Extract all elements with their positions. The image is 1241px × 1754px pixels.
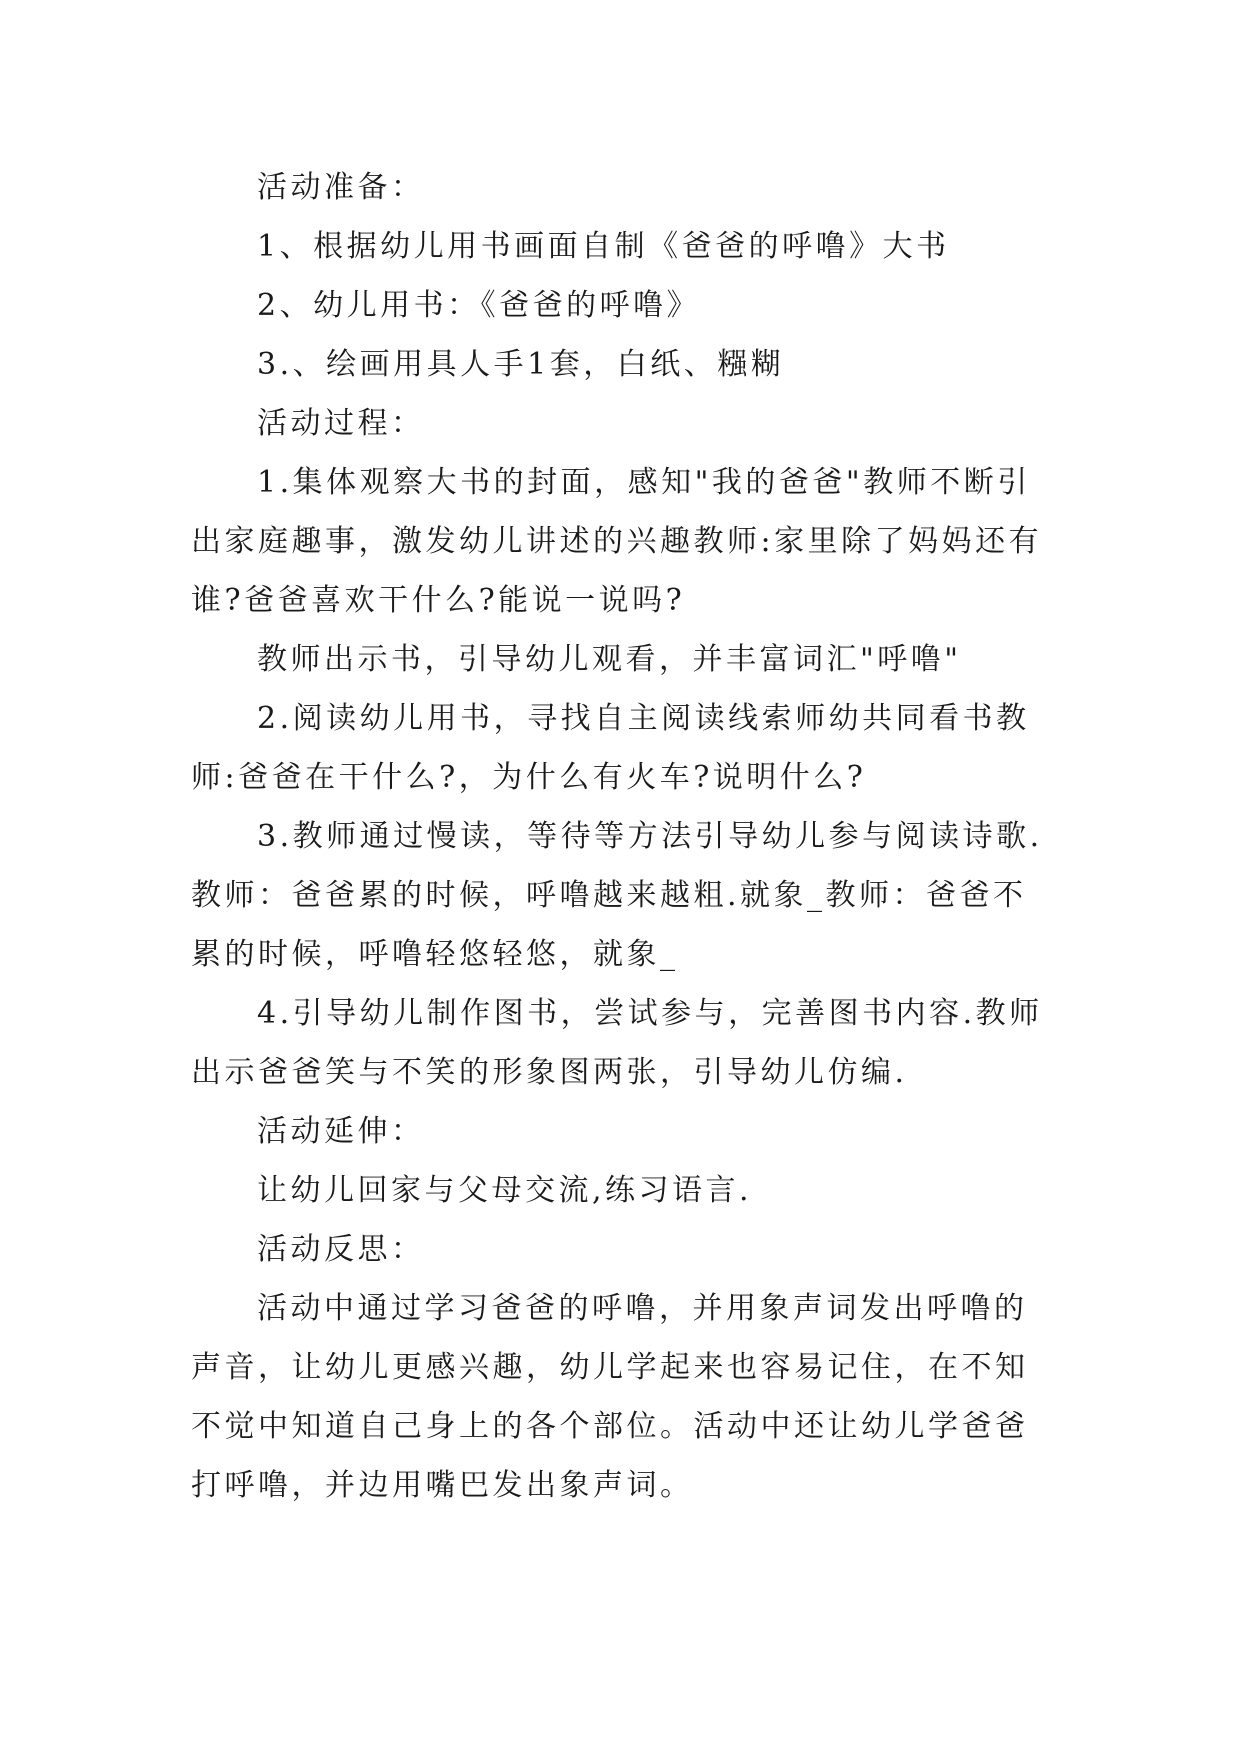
process-step-1-note: 教师出示书，引导幼儿观看，并丰富词汇"呼噜" [257,642,962,677]
document-body [191,158,1051,1515]
extension-text: 让幼儿回家与父母交流,练习语言. [257,1173,753,1208]
process-step-1: 1.集体观察大书的封面，感知"我的爸爸"教师不断引出家庭趣事，激发幼儿讲述的兴趣教师:家里除了妈妈还有谁?爸爸喜欢干什么?能说一说吗? [191,465,1043,618]
process-step-2: 2.阅读幼儿用书，寻找自主阅读线索师幼共同看书教师:爸爸在干什么?，为什么有火车?说明什么? [191,701,1030,795]
reflection-text: 活动中通过学习爸爸的呼噜，并用象声词发出呼噜的声音，让幼儿更感兴趣，幼儿学起来也容易记住，在不知不觉中知道自己身上的各个部位。活动中还让幼儿学爸爸打呼噜，并边用嘴巴发出象声词。 [191,1291,1029,1503]
preparation-item-2: 2、幼儿用书：《爸爸的呼噜》 [257,288,701,323]
process-step-3: 3.教师通过慢读，等待等方法引导幼儿参与阅读诗歌.教师：爸爸累的时候，呼噜越来越粗.就象_教师：爸爸不累的时候，呼噜轻悠轻悠，就象_ [191,819,1043,972]
preparation-item-1: 1、根据幼儿用书画面自制《爸爸的呼噜》大书 [257,229,950,264]
process-step-4: 4.引导幼儿制作图书，尝试参与，完善图书内容.教师出示爸爸笑与不笑的形象图两张，引导幼儿仿编. [191,996,1043,1090]
section-heading-reflection: 活动反思： [257,1232,425,1267]
section-heading-process: 活动过程： [257,406,425,441]
section-heading-preparation: 活动准备： [257,170,425,205]
section-heading-extension: 活动延伸： [257,1114,425,1149]
preparation-item-3: 3.、绘画用具人手1套，白纸、糨糊 [257,347,785,382]
